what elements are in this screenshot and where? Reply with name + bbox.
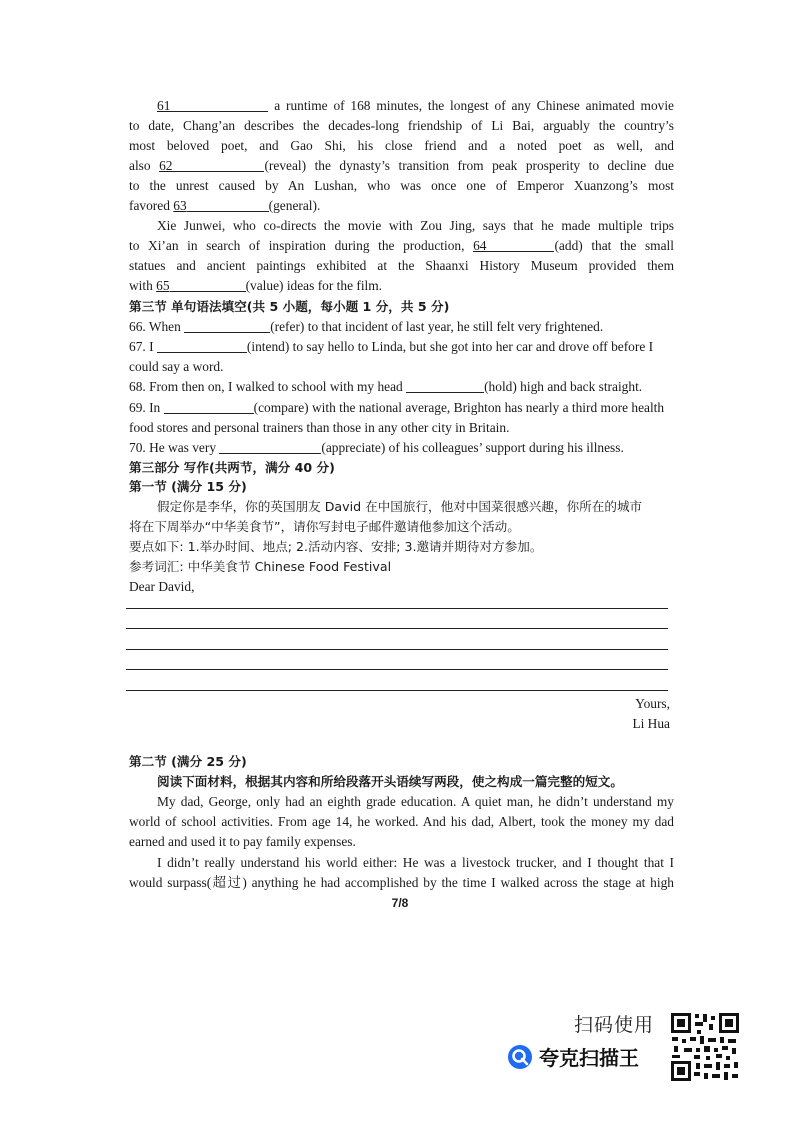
blank-64[interactable] bbox=[486, 237, 554, 252]
answer-line-2[interactable] bbox=[126, 628, 668, 629]
passage-text: also bbox=[129, 158, 151, 173]
question-text: 70. He was very bbox=[129, 440, 217, 455]
passage-line-8 bbox=[129, 236, 674, 256]
passage-line-9: statues and ancient paintings exhibited at the Shaanxi History Museum provided them bbox=[129, 258, 674, 273]
question-67 bbox=[129, 337, 674, 357]
passage-text: (value) ideas for the film. bbox=[245, 278, 383, 293]
question-69 bbox=[129, 398, 674, 418]
question-68 bbox=[129, 377, 674, 397]
question-text: 69. In bbox=[129, 400, 161, 415]
part3-heading: 第三部分 写作(共两节，满分 40 分) bbox=[129, 460, 335, 475]
answer-line-5[interactable] bbox=[126, 690, 668, 691]
question-67-continued: could say a word. bbox=[129, 359, 224, 374]
part3-section1-heading: 第一节 (满分 15 分) bbox=[129, 479, 247, 494]
question-text: (hold) high and back straight. bbox=[484, 379, 643, 394]
passage-text: (reveal) the dynasty’s transition from peak prosperity to decline due bbox=[264, 158, 674, 173]
blank-70[interactable] bbox=[219, 439, 321, 454]
blank-65-number: 65 bbox=[156, 278, 170, 293]
story-line-1: My dad, George, only had an eighth grade education. A quiet man, he didn’t understand my bbox=[157, 794, 674, 809]
writing-points: 要点如下: 1.举办时间、地点; 2.活动内容、安排; 3.邀请并期待对方参加。 bbox=[129, 539, 543, 554]
passage-line-1 bbox=[157, 96, 674, 116]
passage-text: (general). bbox=[268, 198, 321, 213]
section3-heading: 第三节 单句语法填空(共 5 小题，每小题 1 分，共 5 分) bbox=[129, 299, 450, 314]
story-line-3: earned and used it to pay family expenses. bbox=[129, 834, 356, 849]
story-line-5: would surpass(超过) anything he had accomplished by the time I walked across the stage at high bbox=[129, 875, 674, 890]
story-line-4: I didn’t really understand his world either: He was a livestock trucker, and I thought that I bbox=[157, 855, 674, 870]
blank-61-number: 61 bbox=[157, 98, 171, 113]
question-70 bbox=[129, 438, 674, 458]
passage-line-10 bbox=[129, 276, 674, 296]
blank-65[interactable] bbox=[170, 277, 246, 292]
blank-66[interactable] bbox=[184, 318, 270, 333]
watermark-brand-name: 夸克扫描王 bbox=[539, 1046, 639, 1070]
blank-63[interactable] bbox=[187, 197, 269, 212]
writing-prompt-line-1: 假定你是李华，你的英国朋友 David 在中国旅行，他对中国菜很感兴趣，你所在的城市 bbox=[157, 499, 643, 514]
page-number: 7/8 bbox=[391, 896, 409, 910]
section2-instruction: 阅读下面材料，根据其内容和所给段落开头语续写两段，使之构成一篇完整的短文。 bbox=[157, 774, 623, 789]
watermark-scan-text: 扫码使用 bbox=[574, 1014, 655, 1036]
question-text: 67. I bbox=[129, 339, 154, 354]
passage-line-4 bbox=[129, 156, 674, 176]
writing-vocab: 参考词汇: 中华美食节 Chinese Food Festival bbox=[129, 559, 392, 574]
letter-greeting: Dear David, bbox=[129, 579, 195, 594]
answer-line-4[interactable] bbox=[126, 669, 668, 670]
blank-67[interactable] bbox=[157, 338, 247, 353]
passage-text: favored bbox=[129, 198, 170, 213]
story-line-2: world of school activities. From age 14, he worked. And his dad, Albert, took the money my dad bbox=[129, 814, 674, 829]
passage-line-3: most beloved poet, and Gao Shi, his close friend and a noted poet as well, and bbox=[129, 138, 674, 153]
blank-62-number: 62 bbox=[159, 158, 173, 173]
blank-69[interactable] bbox=[164, 399, 254, 414]
passage-line-2: to date, Chang’an describes the decades-long friendship of Li Bai, arguably the country’s bbox=[129, 118, 674, 133]
letter-closing: Yours, bbox=[635, 696, 670, 711]
question-text: 66. When bbox=[129, 319, 181, 334]
watermark-brand bbox=[507, 1042, 639, 1071]
question-69-continued: food stores and personal trainers than those in any other city in Britain. bbox=[129, 420, 510, 435]
passage-text: with bbox=[129, 278, 153, 293]
blank-62[interactable] bbox=[172, 157, 264, 172]
passage-line-7: Xie Junwei, who co-directs the movie with Zou Jing, says that he made multiple trips bbox=[157, 218, 674, 233]
section2-heading: 第二节 (满分 25 分) bbox=[129, 754, 247, 769]
question-text: 68. From then on, I walked to school with my head bbox=[129, 379, 403, 394]
question-text: (intend) to say hello to Linda, but she got into her car and drove off before I bbox=[246, 339, 654, 354]
blank-61[interactable] bbox=[170, 97, 268, 112]
passage-text: to Xi’an in search of inspiration during the production, bbox=[129, 238, 465, 253]
passage-line-5: to the unrest caused by An Lushan, who was once one of Emperor Xuanzong’s most bbox=[129, 178, 674, 193]
passage-text: a runtime of 168 minutes, the longest of any Chinese animated movie bbox=[274, 98, 674, 113]
question-text: (refer) to that incident of last year, he still felt very frightened. bbox=[270, 319, 604, 334]
writing-prompt-line-2: 将在下周举办“中华美食节”，请你写封电子邮件邀请他参加这个活动。 bbox=[129, 519, 520, 534]
answer-line-3[interactable] bbox=[126, 649, 668, 650]
answer-line-1[interactable] bbox=[126, 608, 668, 609]
letter-signature: Li Hua bbox=[632, 716, 670, 731]
blank-64-number: 64 bbox=[473, 238, 487, 253]
blank-68[interactable] bbox=[406, 378, 484, 393]
passage-text: (add) that the small bbox=[554, 238, 674, 253]
question-text: (compare) with the national average, Brighton has nearly a third more health bbox=[253, 400, 665, 415]
question-text: (appreciate) of his colleagues’ support during his illness. bbox=[321, 440, 624, 455]
blank-63-number: 63 bbox=[173, 198, 187, 213]
quark-logo-icon bbox=[507, 1044, 533, 1070]
qr-code-icon bbox=[670, 1012, 740, 1082]
question-66 bbox=[129, 317, 674, 337]
passage-line-6 bbox=[129, 196, 674, 216]
